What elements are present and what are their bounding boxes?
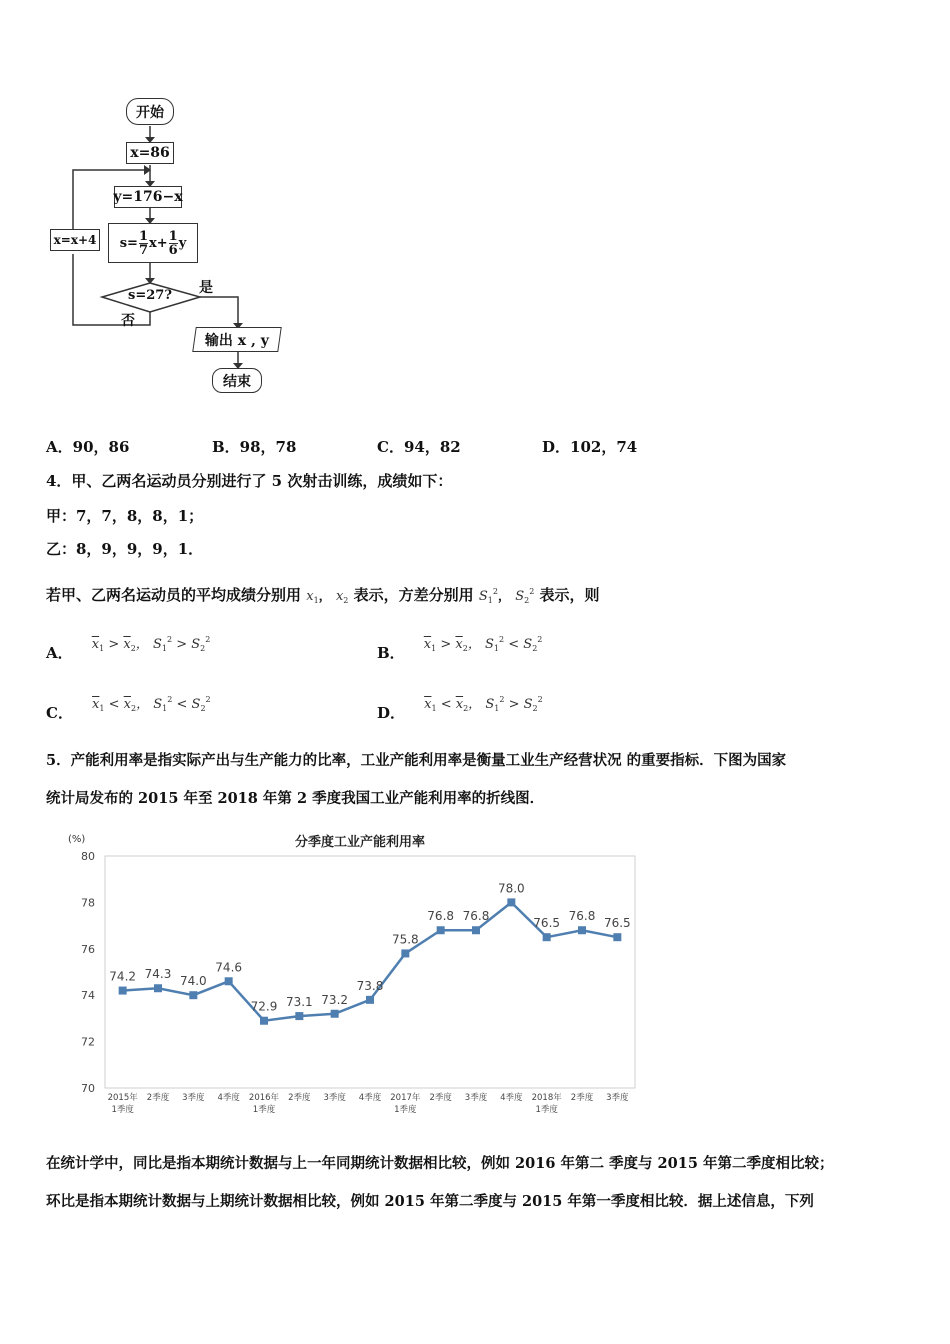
x-tick-label: 2季度 xyxy=(146,1093,170,1103)
y-tick-label: 80 xyxy=(81,850,95,863)
q4-stem: 4．甲、乙两名运动员分别进行了 5 次射击训练，成绩如下： xyxy=(46,472,453,490)
q3-option-b[interactable]: B．98，78 xyxy=(212,438,297,456)
data-point xyxy=(119,987,127,995)
fraction-one-seventh: $\frac{1}{7}$ xyxy=(138,228,148,258)
q4-ask: 若甲、乙两名运动员的平均成绩分别用 $x_1$， $x_2$ 表示，方差分别用 $S_1^2$， $S_2^2$ 表示，则 xyxy=(46,586,600,605)
variance-symbol-1: $S_1^2$ xyxy=(478,587,498,605)
x-tick-label: 3季度 xyxy=(464,1093,488,1103)
x-tick-label: 2015年 xyxy=(107,1093,138,1103)
y-tick-label: 72 xyxy=(81,1035,95,1049)
data-label: 74.0 xyxy=(179,974,207,989)
x-tick-label: 2季度 xyxy=(288,1093,311,1103)
x-tick-label: 2季度 xyxy=(570,1093,594,1103)
data-label: 74.2 xyxy=(109,969,137,984)
data-label: 75.8 xyxy=(391,932,419,947)
chart-ylabel: (%) xyxy=(68,834,86,845)
data-label: 73.8 xyxy=(356,978,384,993)
data-point xyxy=(295,1012,303,1020)
data-point xyxy=(366,996,374,1004)
data-point xyxy=(331,1010,339,1018)
data-point xyxy=(225,977,233,985)
y-tick-label: 74 xyxy=(81,989,95,1003)
data-point xyxy=(578,926,586,934)
x-tick-label: 4季度 xyxy=(217,1093,240,1103)
q4-option-c[interactable]: C． $\overline{x}_1 < \overline{x}_2$， $S_1^2 < S_2^2$ xyxy=(46,695,211,722)
fraction-one-sixth: $\frac{1}{6}$ xyxy=(168,228,178,258)
flowchart-update-x: x=x+4 xyxy=(50,229,100,251)
q4-option-b[interactable]: B． $\overline{x}_1 > \overline{x}_2$， $S_1^2 < S_2^2$ xyxy=(377,635,543,662)
data-point xyxy=(189,991,197,999)
data-point xyxy=(154,984,162,992)
x-tick-label: 3季度 xyxy=(606,1093,629,1103)
x-tick-label: 2季度 xyxy=(429,1093,452,1103)
mean-symbol-1: $x_1$ xyxy=(306,589,319,605)
flowchart-output: 输出 x , y xyxy=(192,327,282,352)
q3-option-a[interactable]: A．90，86 xyxy=(46,438,130,456)
flowchart-end: 结束 xyxy=(212,368,262,393)
flowchart-assign-y: y=176−x xyxy=(114,186,182,208)
q5-line-3: 在统计学中，同比是指本期统计数据与上一年同期统计数据相比较，例如 2016 年第二 季度与 2015 年第二季度相比较； xyxy=(46,1155,834,1172)
y-tick-label: 70 xyxy=(81,1082,95,1095)
data-point xyxy=(472,926,480,934)
y-tick-label: 78 xyxy=(81,896,95,910)
x-tick-label-line2: 1季度 xyxy=(535,1105,558,1115)
data-label: 76.5 xyxy=(533,916,561,931)
data-point xyxy=(260,1017,268,1025)
data-point xyxy=(613,933,621,941)
data-label: 73.2 xyxy=(321,992,349,1007)
data-label: 76.8 xyxy=(568,909,596,924)
q3-option-c[interactable]: C．94，82 xyxy=(377,438,461,456)
flowchart-no-label: 否 xyxy=(121,313,135,329)
flowchart-yes-label: 是 xyxy=(199,280,213,296)
data-label: 74.6 xyxy=(215,960,243,975)
plot-frame xyxy=(105,856,635,1088)
x-tick-label: 4季度 xyxy=(500,1093,523,1103)
data-label: 76.8 xyxy=(427,909,455,924)
chart-title: 分季度工业产能利用率 xyxy=(294,835,426,850)
data-label: 78.0 xyxy=(497,881,525,896)
data-label: 73.1 xyxy=(285,995,313,1010)
q4-jia-scores: 甲：7，7，8，8，1； xyxy=(46,507,204,525)
q4-option-a[interactable]: A． $\overline{x}_1 > \overline{x}_2$， $S_1^2 > S_2^2$ xyxy=(46,635,211,662)
data-label: 72.9 xyxy=(250,999,278,1014)
q5-line-1: 5．产能利用率是指实际产出与生产能力的比率，工业产能利用率是衡量工业生产经营状况 的重要指标．下图为国家 xyxy=(46,752,787,769)
x-tick-label: 4季度 xyxy=(358,1093,382,1103)
data-label: 74.3 xyxy=(144,967,172,982)
variance-symbol-2: $S_2^2$ xyxy=(515,587,535,605)
mean-symbol-2: $x_2$ xyxy=(335,589,349,605)
x-tick-label-line2: 1季度 xyxy=(111,1105,134,1115)
data-label: 76.8 xyxy=(462,909,490,924)
flowchart-start: 开始 xyxy=(126,98,174,125)
data-label: 76.5 xyxy=(603,916,631,931)
data-point xyxy=(401,949,409,957)
q4-option-d[interactable]: D． $\overline{x}_1 < \overline{x}_2$， $S_1^2 > S_2^2$ xyxy=(377,695,543,722)
x-tick-label: 3季度 xyxy=(323,1093,346,1103)
x-tick-label: 3季度 xyxy=(182,1093,205,1103)
flowchart-init-x: x=86 xyxy=(126,142,174,164)
x-tick-label: 2017年 xyxy=(390,1093,421,1103)
chart-canvas xyxy=(60,826,650,1116)
q3-option-d[interactable]: D．102，74 xyxy=(542,438,638,456)
x-tick-label-line2: 1季度 xyxy=(394,1105,417,1115)
flowchart-condition: s=27? xyxy=(128,288,172,303)
data-point xyxy=(543,933,551,941)
q5-line-4: 环比是指本期统计数据与上期统计数据相比较，例如 2015 年第二季度与 2015 年第一季度相比较．据上述信息，下列 xyxy=(46,1193,814,1210)
q5-line-2: 统计局发布的 2015 年至 2018 年第 2 季度我国工业产能利用率的折线图． xyxy=(46,790,545,807)
y-tick-label: 76 xyxy=(81,942,95,956)
data-point xyxy=(507,898,515,906)
x-tick-label: 2018年 xyxy=(531,1093,562,1103)
q4-yi-scores: 乙：8，9，9，9，1． xyxy=(46,540,204,558)
line-chart xyxy=(60,826,650,1116)
flowchart-assign-s: s= $\frac{1}{7}$ x+ $\frac{1}{6}$ y xyxy=(108,223,198,263)
x-tick-label-line2: 1季度 xyxy=(252,1105,276,1115)
x-tick-label: 2016年 xyxy=(248,1093,280,1103)
data-point xyxy=(437,926,445,934)
